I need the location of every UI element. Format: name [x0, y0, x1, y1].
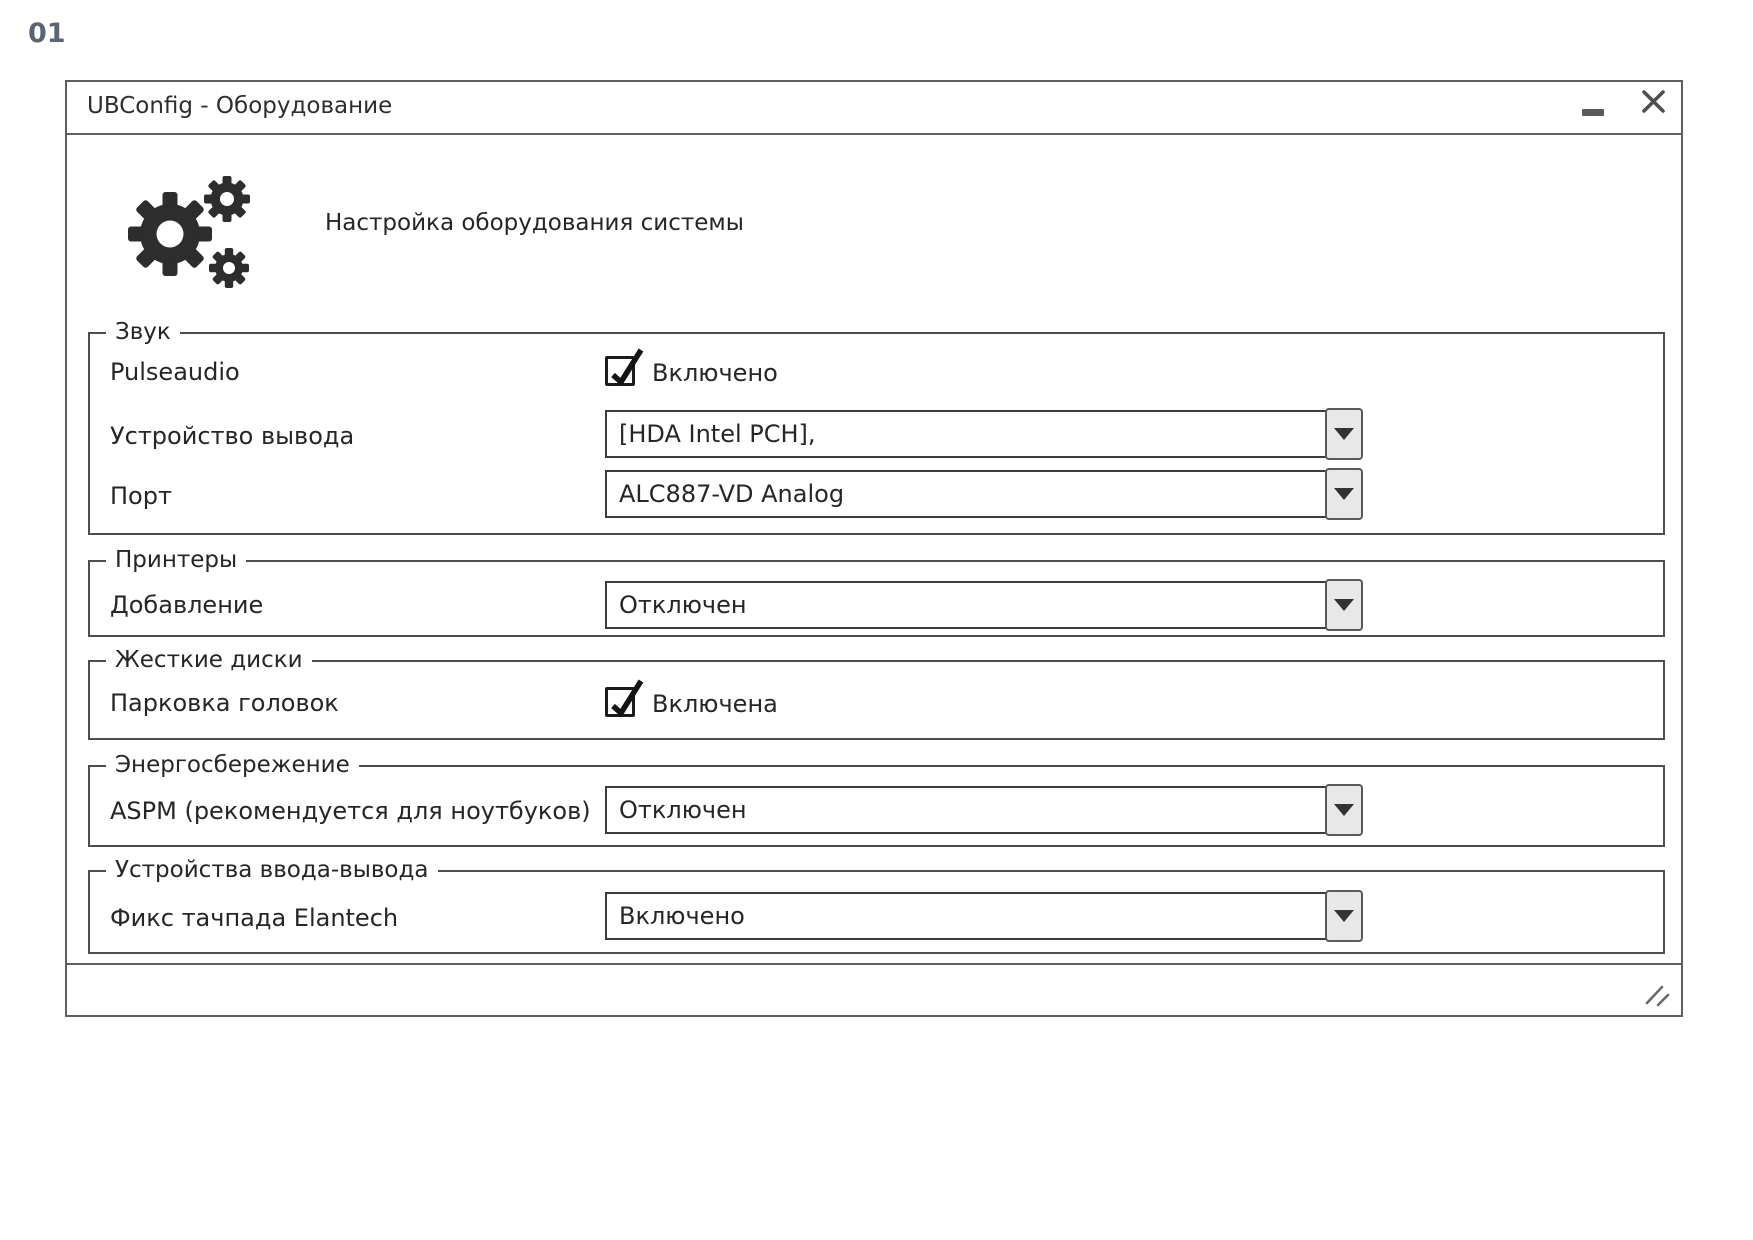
checkmark-icon [603, 343, 647, 389]
printer-add-value [605, 581, 1327, 629]
window-title: UBConfig - Оборудование [87, 93, 393, 119]
resize-grip-icon[interactable] [1643, 982, 1671, 1008]
elantech-fix-label: Фикс тачпада Elantech [110, 904, 399, 932]
gears-icon [122, 162, 257, 292]
dropdown-value-text: Отключен [619, 591, 747, 619]
output-device-arrow-button[interactable] [1325, 408, 1363, 460]
checkmark-icon [603, 674, 647, 720]
chevron-down-icon [1334, 804, 1354, 816]
window-titlebar[interactable] [67, 82, 1681, 135]
close-icon [1640, 88, 1667, 115]
status-bar [67, 963, 1681, 1015]
head-parking-label: Парковка головок [110, 689, 339, 717]
head-parking-checkbox[interactable] [605, 687, 635, 717]
group-hard-disks [88, 647, 1665, 740]
chevron-down-icon [1334, 910, 1354, 922]
dropdown-value-text: [HDA Intel PCH], [619, 420, 816, 448]
page-number-label: 01 [28, 18, 66, 49]
printer-add-arrow-button[interactable] [1325, 579, 1363, 631]
group-io-devices-legend: Устройства ввода-вывода [106, 857, 438, 883]
pulseaudio-checkbox[interactable] [605, 356, 635, 386]
dropdown-value-text: Включено [619, 902, 745, 930]
elantech-fix-value [605, 892, 1327, 940]
dropdown-value-text: Отключен [619, 796, 747, 824]
port-arrow-button[interactable] [1325, 468, 1363, 520]
printer-add-label: Добавление [110, 591, 264, 619]
output-device-dropdown[interactable] [605, 410, 1363, 458]
group-printers [88, 547, 1665, 637]
printer-add-dropdown[interactable] [605, 581, 1363, 629]
group-printers-legend: Принтеры [106, 547, 246, 573]
group-sound [88, 319, 1665, 535]
chevron-down-icon [1334, 428, 1354, 440]
chevron-down-icon [1334, 488, 1354, 500]
window-subtitle: Настройка оборудования системы [325, 210, 744, 236]
chevron-down-icon [1334, 599, 1354, 611]
minimize-button[interactable] [1578, 92, 1608, 122]
port-value [605, 470, 1327, 518]
group-sound-legend: Звук [106, 319, 180, 345]
group-power-saving-legend: Энергосбережение [106, 752, 359, 778]
minimize-icon [1582, 109, 1604, 116]
aspm-label: ASPM (рекомендуется для ноутбуков) [110, 797, 591, 825]
elantech-fix-dropdown[interactable] [605, 892, 1363, 940]
port-label: Порт [110, 482, 172, 510]
dropdown-value-text: ALC887-VD Analog [619, 480, 845, 508]
close-button[interactable] [1637, 85, 1669, 117]
pulseaudio-label: Pulseaudio [110, 358, 240, 386]
group-io-devices [88, 857, 1665, 954]
group-hard-disks-legend: Жесткие диски [106, 647, 312, 673]
pulseaudio-state-label: Включено [652, 359, 778, 387]
output-device-value [605, 410, 1327, 458]
elantech-fix-arrow-button[interactable] [1325, 890, 1363, 942]
aspm-value [605, 786, 1327, 834]
output-device-label: Устройство вывода [110, 422, 355, 450]
aspm-arrow-button[interactable] [1325, 784, 1363, 836]
group-power-saving [88, 752, 1665, 847]
aspm-dropdown[interactable] [605, 786, 1363, 834]
head-parking-state-label: Включена [652, 690, 778, 718]
port-dropdown[interactable] [605, 470, 1363, 518]
ubconfig-window [65, 80, 1683, 1017]
